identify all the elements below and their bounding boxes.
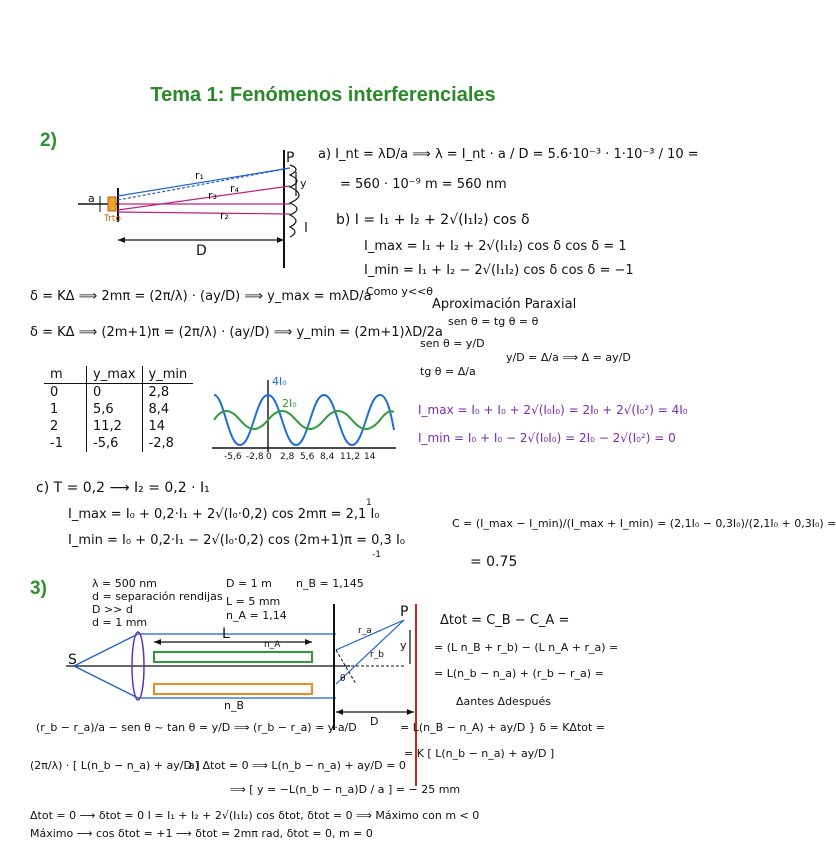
table-cell: 8,4 <box>142 401 193 418</box>
part-b-line2: I_max = I₁ + I₂ + 2√(I₁I₂) cos δ cos δ = 1 <box>364 239 627 254</box>
part-c-anno1: 1 <box>366 498 372 508</box>
part-b-line4: Como y<<θ <box>366 285 434 298</box>
graph-tick: -2,8 <box>246 452 264 462</box>
label-rb: r_b <box>370 650 384 660</box>
label-D: D <box>370 715 379 728</box>
label-ra: r_a <box>358 626 372 636</box>
part-b-line3: I_min = I₁ + I₂ − 2√(I₁I₂) cos δ cos δ = −1 <box>364 263 634 278</box>
label-r3: r₃ <box>208 189 217 202</box>
part-c-line3: I_min = I₀ + 0,2·I₁ − 2√(I₀·0,2) cos (2m+1)π = 0,3 I₀ <box>68 533 405 548</box>
part-a-line2: = 560 · 10⁻⁹ m = 560 nm <box>340 177 507 192</box>
table-cell: -5,6 <box>87 435 143 452</box>
graph-tick: 11,2 <box>340 452 361 462</box>
label-P: P <box>286 150 295 166</box>
graph-tick: -5,6 <box>224 452 242 462</box>
part-a-line1: a) I_nt = λD/a ⟹ λ = I_nt · a / D = 5.6·10⁻³ · 1·10⁻³ / 10 = <box>318 147 699 162</box>
sum-equation-2: = K [ L(n_b − n_a) + ay/D ] <box>404 747 555 760</box>
part-a-eq1: a) Δtot = 0 ⟹ L(n_b − n_a) + ay/D = 0 <box>188 759 406 772</box>
table-cell: 0 <box>87 384 143 402</box>
part-c-line1: c) T = 0,2 ⟶ I₂ = 0,2 · I₁ <box>36 480 210 496</box>
geometry-equation: (r_b − r_a)/a − sen θ ~ tan θ = y/D ⟹ (r_b − r_a) = y·a/D <box>36 721 357 734</box>
p3-data: d = 1 mm <box>92 616 148 629</box>
label-nB: n_B <box>224 699 245 712</box>
label-P: P <box>400 604 409 620</box>
ymax-equation: δ = KΔ ⟹ 2mπ = (2π/λ) · (ay/D) ⟹ y_max = mλD/a <box>30 289 372 304</box>
graph-tick: 5,6 <box>300 452 315 462</box>
table-cell: 5,6 <box>87 401 143 418</box>
label-mark: θ <box>340 674 346 684</box>
k-equation: (2π/λ) · [ L(n_b − n_a) + ay/D ] <box>30 759 200 772</box>
graph-label-4I0: 4I₀ <box>272 375 287 388</box>
part-c-line2: I_max = I₀ + 0,2·I₁ + 2√(I₀·0,2) cos 2mπ = 2,1 I₀ <box>68 507 380 522</box>
label-r2: r₂ <box>220 209 229 222</box>
paraxial-line4: y/D = Δ/a ⟹ Δ = ay/D <box>506 351 631 364</box>
contrast-result: = 0.75 <box>470 554 518 570</box>
problem-number-2: 2) <box>40 130 57 151</box>
graph-tick: 2,8 <box>280 452 295 462</box>
label-y: y <box>300 177 307 190</box>
p3-data: D = 1 m <box>226 577 272 590</box>
table-cell: 0 <box>50 385 59 400</box>
purple-imin: I_min = I₀ + I₀ − 2√(I₀I₀) = 2I₀ − 2√(I₀²) = 0 <box>418 431 676 445</box>
label-r1: r₁ <box>195 169 204 182</box>
graph-label-2I0: 2I₀ <box>282 397 297 410</box>
p3-data: n_B = 1,145 <box>296 577 364 590</box>
final-line1: Δtot = 0 ⟶ δtot = 0 I = I₁ + I₂ + 2√(I₁I₂) cos δtot, δtot = 0 ⟹ Máximo con m < 0 <box>30 809 480 822</box>
part-c-anno2: -1 <box>372 550 381 560</box>
purple-imax: I_max = I₀ + I₀ + 2√(I₀I₀) = 2I₀ + 2√(I₀²) = 4I₀ <box>418 403 688 417</box>
table-header: y_max <box>87 366 143 384</box>
dtot-line3: = L(n_b − n_a) + (r_b − r_a) = <box>434 667 604 680</box>
paraxial-line1: sen θ = tg θ = θ <box>448 315 539 328</box>
paraxial-line2: sen θ = y/D <box>420 337 485 350</box>
table-cell: 11,2 <box>87 418 143 435</box>
part-a-eq2: ⟹ [ y = −L(n_b − n_a)D / a ] = − 25 mm <box>230 783 461 796</box>
label-L: L <box>222 626 230 642</box>
graph-tick: 0 <box>266 452 272 462</box>
p3-data: L = 5 mm <box>226 595 281 608</box>
paraxial-title: Aproximación Paraxial <box>432 297 577 312</box>
label-r4: r₄ <box>230 182 239 195</box>
contrast-equation: C = (I_max − I_min)/(I_max + I_min) = (2,1I₀ − 0,3I₀)/(2,1I₀ + 0,3I₀) = <box>452 517 836 530</box>
dtot-line1: Δtot = C_B − C_A = <box>440 613 570 628</box>
table-header: m <box>44 366 87 384</box>
label-nA: n_A <box>264 640 281 650</box>
paraxial-line3: tg θ = Δ/a <box>420 365 476 378</box>
page-title: Tema 1: Fenómenos interferenciales <box>150 84 496 106</box>
ymin-equation: δ = KΔ ⟹ (2m+1)π = (2π/λ) · (ay/D) ⟹ y_min = (2m+1)λD/2a <box>30 325 443 340</box>
problem-number-3: 3) <box>30 578 47 599</box>
table-cell: 2,8 <box>142 384 193 402</box>
sum-equation-1: = L(n_B − n_A) + ay/D } δ = KΔtot = <box>400 721 606 734</box>
table-header: y_min <box>142 366 193 384</box>
p3-data: D >> d <box>92 603 133 616</box>
table-cell: 2 <box>50 419 59 434</box>
label-D: D <box>196 243 207 259</box>
table-cell: -1 <box>50 436 63 451</box>
table-cell: 1 <box>50 402 59 417</box>
p3-data: d = separación rendijas <box>92 590 223 603</box>
label-source: Trto <box>104 214 121 224</box>
part-b-line1: b) I = I₁ + I₂ + 2√(I₁I₂) cos δ <box>336 212 530 228</box>
graph-tick: 14 <box>364 452 376 462</box>
final-line2: Máximo ⟶ cos δtot = +1 ⟶ δtot = 2mπ rad, δtot = 0, m = 0 <box>30 827 373 840</box>
p3-data: λ = 500 nm <box>92 577 157 590</box>
label-y: y <box>400 639 407 652</box>
label-a: a <box>88 192 95 205</box>
graph-tick: 8,4 <box>320 452 335 462</box>
table-cell: 14 <box>142 418 193 435</box>
table-cell: -2,8 <box>142 435 193 452</box>
p3-data: n_A = 1,14 <box>226 609 287 622</box>
label-S: S <box>68 652 77 668</box>
dtot-line2: = (L n_B + r_b) − (L n_A + r_a) = <box>434 641 619 654</box>
dtot-line4: Δantes Δdespués <box>456 695 552 708</box>
